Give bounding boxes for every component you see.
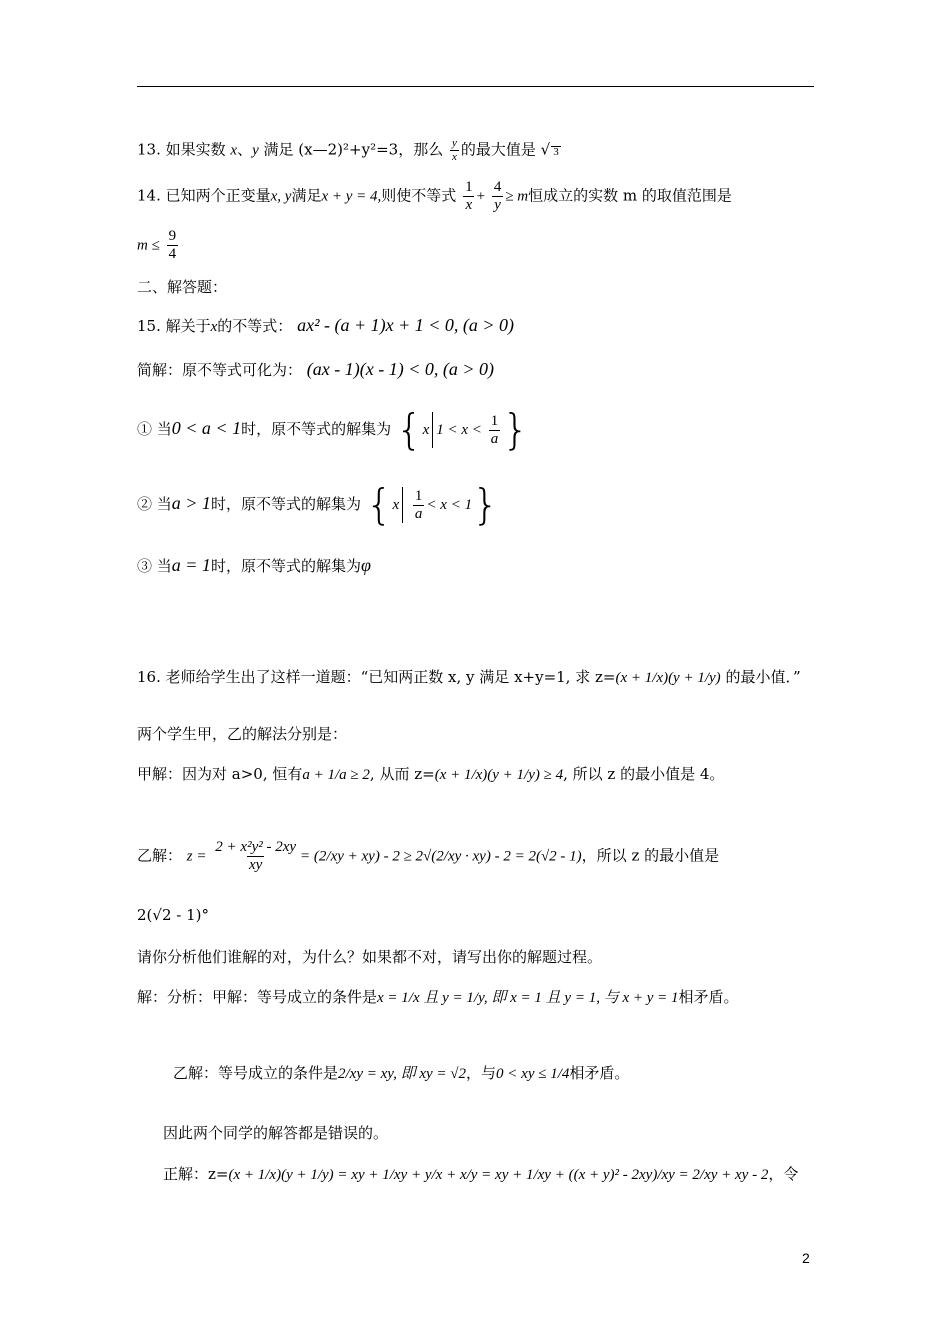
q15-brief-ineq: (ax - 1)(x - 1) < 0, (a > 0) <box>306 359 495 379</box>
q15-case1-prefix: ① 当 <box>137 420 172 438</box>
q15-case3-cond: a = 1 <box>171 555 211 575</box>
q15-case2-left-brace: { <box>365 480 393 529</box>
q14-answer-frac <box>167 229 179 262</box>
q14-plus: + <box>476 188 486 205</box>
q15-case1-right-brace: } <box>502 405 529 454</box>
q16-correct-solution <box>163 1167 798 1183</box>
q16-yi-analysis-mid: ，与 <box>466 1064 497 1082</box>
q16-expr: (x + 1/x)(y + 1/y) <box>615 670 721 686</box>
q14-answer <box>137 229 180 262</box>
q14-cond-text: 满足 <box>291 186 322 205</box>
q15-case2-num: 1 <box>414 487 423 504</box>
q16-yi-analysis-range: 0 < xy ≤ 1/4 <box>496 1066 570 1082</box>
q16-both-wrong: 因此两个同学的解答都是错误的。 <box>163 1124 389 1142</box>
q15-case2-frac <box>413 489 425 522</box>
q16-jia-solution <box>137 767 724 783</box>
q16-yi-answer: 2(√2 - 1)° <box>137 906 209 924</box>
q16-yi-z: z = <box>186 848 207 865</box>
q15-x: x <box>210 319 218 335</box>
q14-vars: x, y <box>270 188 292 205</box>
section-heading: 二、解答题： <box>137 278 228 296</box>
q16-jia-mid: , 从而 z= <box>369 765 435 783</box>
q16-analysis-cond: x = 1/x 且 y = 1/y, 即 x = 1 且 y = 1, 与 x + y = 1 <box>377 990 679 1006</box>
q16-jia-label: 甲解：因为对 a>0, 恒有 <box>137 765 303 783</box>
q15-case3-mid: 时，原不等式的解集为 <box>210 557 361 575</box>
q14-answer-lhs: m ≤ <box>137 237 160 254</box>
q14-answer-num: 9 <box>168 228 177 244</box>
q13-frac-num: y <box>451 137 457 149</box>
q15-case1-set-left: x <box>422 422 430 438</box>
q15-case1-cond: 0 < a < 1 <box>171 418 242 438</box>
q14-frac-2 <box>492 180 504 213</box>
header-rule <box>137 86 814 87</box>
q15-mid: 的不等式： <box>217 317 293 335</box>
q15-case2-cond: a > 1 <box>171 493 211 513</box>
q15-case-3 <box>137 556 371 574</box>
q15-case1-left-brace: { <box>395 405 423 454</box>
q13-answer: 3 <box>553 145 559 158</box>
question-13 <box>137 138 561 163</box>
q16-suffix: 的最小值．” <box>720 668 801 686</box>
q14-frac-1 <box>463 180 475 213</box>
q15-brief <box>137 360 494 378</box>
q16-two-students: 两个学生甲，乙的解法分别是： <box>137 725 348 743</box>
q15-case2-right-brace: } <box>472 480 499 529</box>
q15-case1-num: 1 <box>490 412 499 429</box>
q13-sqrt-sign: √ <box>540 140 551 159</box>
q15-case-1 <box>137 405 529 454</box>
q14-mid: 则使不等式 <box>381 186 457 205</box>
question-15 <box>137 316 514 335</box>
q13-fraction <box>450 138 459 163</box>
q13-cond: 满足 (x—2)²+y²=3，那么 <box>258 140 444 159</box>
q16-yi-solution <box>137 840 719 873</box>
q13-suffix: 的最大值是 <box>460 140 536 159</box>
q13-x: x <box>230 142 238 159</box>
q14-f1-den: x <box>465 197 473 213</box>
q15-ineq: ax² - (a + 1)x + 1 < 0, (a > 0) <box>297 315 515 335</box>
q14-cond-eq: x + y = 4, <box>321 188 382 205</box>
q15-case2-prefix: ② 当 <box>137 495 172 513</box>
q13-y: y <box>252 142 259 159</box>
q15-case2-set-right: < x < 1 <box>426 497 473 513</box>
question-16 <box>137 670 801 686</box>
q16-yi-frac <box>213 840 298 873</box>
q16-correct-label: 正解：z= <box>163 1165 229 1183</box>
q15-case3-set: φ <box>360 555 371 575</box>
q16-yi-analysis-label: 乙解：等号成立的条件是 <box>173 1064 339 1082</box>
q16-analysis <box>137 990 739 1006</box>
q16-jia-ineq: a + 1/a ≥ 2 <box>302 767 370 783</box>
q13-prefix: 13. 如果实数 <box>137 140 231 159</box>
q16-correct-suffix: ，令 <box>768 1165 799 1183</box>
q14-prefix: 14. 已知两个正变量 <box>137 186 271 205</box>
q14-suffix: 恒成立的实数 m 的取值范围是 <box>528 186 732 205</box>
q15-case2-den: a <box>414 505 423 522</box>
q14-f1-num: 1 <box>465 179 473 195</box>
q16-analysis-suffix: 相矛盾。 <box>678 988 739 1006</box>
q15-case1-frac <box>489 414 501 447</box>
q16-yi-analysis <box>173 1066 629 1082</box>
q15-case3-prefix: ③ 当 <box>137 557 172 575</box>
q16-yi-den: xy <box>249 857 263 873</box>
q16-ask: 请你分析他们谁解的对，为什么？如果都不对，请写出你的解题过程。 <box>137 948 603 966</box>
q15-case2-bar <box>402 487 403 523</box>
page-number: 2 <box>802 1250 810 1266</box>
q14-answer-den: 4 <box>168 246 177 262</box>
q16-yi-suffix: ，所以 z 的最小值是 <box>581 846 720 865</box>
q16-yi-analysis-suffix: 相矛盾。 <box>569 1064 630 1082</box>
q15-case1-den: a <box>490 430 499 447</box>
q16-yi-num: 2 + x²y² - 2xy <box>215 839 297 855</box>
q15-case2-mid: 时，原不等式的解集为 <box>210 495 361 513</box>
question-14 <box>137 180 732 213</box>
q16-correct-expr: (x + 1/x)(y + 1/y) = xy + 1/xy + y/x + x/y = xy + 1/xy + ((x + y)² - 2xy)/xy = 2/xy + xy - 2 <box>228 1167 769 1183</box>
q15-case-2 <box>137 480 499 529</box>
q15-case2-set-left: x <box>392 497 400 513</box>
q16-yi-analysis-cond: 2/xy = xy, 即 xy = √2 <box>338 1066 467 1082</box>
q15-brief-label: 简解：原不等式可化为： <box>137 361 303 379</box>
q14-ge-m: ≥ m <box>505 188 529 205</box>
q13-frac-den: x <box>451 151 457 163</box>
q16-jia-suffix: , 所以 z 的最小值是 4。 <box>563 765 725 783</box>
q13-sep: 、 <box>237 140 253 159</box>
q16-jia-expr: (x + 1/x)(y + 1/y) ≥ 4 <box>434 767 564 783</box>
q16-yi-label: 乙解： <box>137 846 183 865</box>
q15-case1-mid: 时，原不等式的解集为 <box>241 420 392 438</box>
q16-prefix: 16. 老师给学生出了这样一道题：“已知两正数 x, y 满足 x+y=1, 求 z= <box>137 668 616 686</box>
q16-analysis-label: 解：分析：甲解：等号成立的条件是 <box>137 988 378 1006</box>
q16-yi-rest: = (2/xy + xy) - 2 ≥ 2√(2/xy · xy) - 2 = 2(√2 - 1) <box>300 848 582 865</box>
q14-f2-den: y <box>494 197 501 213</box>
q15-case1-bar <box>432 412 433 448</box>
q15-prefix: 15. 解关于 <box>137 317 211 335</box>
q15-case1-set-right: 1 < x < <box>436 422 482 438</box>
q14-f2-num: 4 <box>493 179 502 195</box>
